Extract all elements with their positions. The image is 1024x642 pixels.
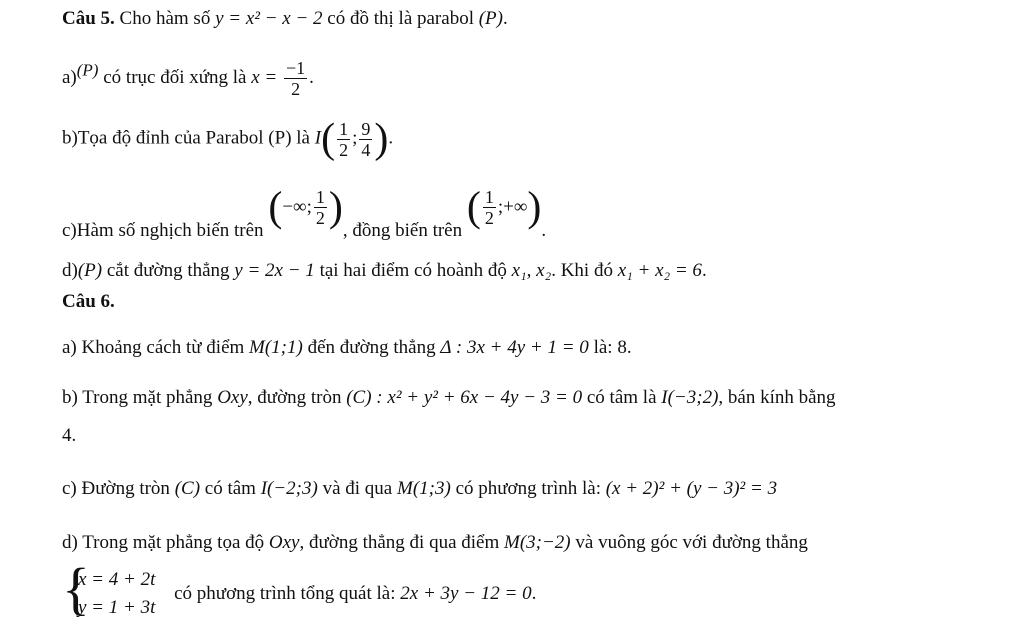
q6-b-text2: , đường tròn [247, 387, 342, 408]
q6-c-text4: có phương trình là: [455, 478, 601, 499]
q6-d-M: M(3;−2) [504, 532, 571, 553]
q5-header-line: Câu 5. Cho hàm số y = x² − x − 2 có đồ thị là parabol (P). [62, 8, 508, 29]
q5-a-fraction [284, 58, 307, 99]
q5-a-line: a)$^{(P)}$ có trục đối xứng là x = $\frac{-1}{2}$ . [62, 58, 314, 99]
q5-p-label: (P) [478, 8, 503, 29]
q5-a-text: có trục đối xứng là [103, 66, 247, 88]
q5-d-text3: tại hai điểm có hoành độ [319, 260, 507, 281]
q5-d-text: d) [62, 260, 78, 281]
q6-c-text2: có tâm [204, 478, 256, 499]
q6-c-C: (C) [174, 478, 201, 499]
q6-d-sys1: x = 4 + 2t [78, 569, 156, 590]
q6-d-equation: 2x + 3y − 12 = 0 [400, 583, 532, 604]
q5-d-text2: cắt đường thẳng [106, 260, 230, 281]
q5-intro-end: có đồ thị là parabol [327, 8, 474, 29]
q6-b-text: b) Trong mặt phẳng [62, 387, 213, 408]
q6-a-line-eq: Δ : 3x + 4y + 1 = 0 [440, 337, 589, 358]
q5-a-p: (P) [76, 60, 99, 80]
q5-b-line: b)Tọa độ đỉnh của Parabol (P) là I( $\frac{1}{2}$ ; $\frac{9}{4}$ ). [62, 116, 394, 162]
q5-c-mid: , đồng biến trên [342, 220, 463, 241]
q6-a-text2: đến đường thẳng [307, 337, 436, 358]
q6-b-line [62, 386, 836, 410]
q5-d-x: x₁, x₂ [511, 260, 552, 281]
q6-b-oxy: Oxy [217, 387, 248, 408]
q6-a-line: a) Khoảng cách từ điểm M(1;1) đến đường thẳng Δ : 3x + 4y + 1 = 0 là: 8. [62, 337, 632, 358]
q6-d-line [62, 531, 808, 555]
q5-b-text: b)Tọa độ đỉnh của Parabol (P) là [62, 127, 310, 149]
q6-d-sys2: y = 1 + 3t [78, 597, 156, 618]
q6-b-text4: , bán kính bằng [718, 387, 836, 408]
q6-a-text3: là: [593, 337, 613, 358]
q6-d-oxy: Oxy [268, 532, 300, 553]
q6-d-text4: có phương trình tổng quát là: [174, 583, 396, 604]
q6-a-M: M(1;1) [249, 337, 303, 358]
q5-d-line: d)(P) cắt đường thẳng y = 2x − 1 tại hai điểm có hoành độ x₁, x₂. Khi đó x₁ + x₂ = 6. [62, 260, 707, 281]
q6-d-system [62, 556, 156, 622]
q6-d-line2: { x = 4 + 2t y = 1 + 3t có phương trình tổng quát là: 2x + 3y − 12 = 0. [62, 556, 537, 621]
q5-b-frac1: $\frac{1}{2}$ [339, 118, 349, 160]
q5-a-den: 2 [291, 79, 301, 99]
q6-c-text3: và đi qua [322, 478, 393, 499]
q5-label: Câu 5. [62, 8, 115, 29]
q5-d-text4: . Khi đó [551, 260, 613, 281]
q6-b-I: I(−3;2) [661, 387, 719, 408]
q5-b-I: I [314, 127, 322, 149]
q6-d-text2: , đường thẳng đi qua điểm [299, 532, 500, 553]
brace-icon: { [62, 556, 90, 621]
q6-c-equation: (x + 2)² + (y − 3)² = 3 [605, 478, 778, 499]
q5-c-line: c)Hàm số nghịch biến trên (−∞; $\frac{1}{2}$ ), đồng biến trên ( $\frac{1}{2}$ ;+∞). [62, 188, 546, 256]
q6-a-answer: 8 [617, 337, 627, 358]
q5-c-interval2: ( $\frac{1}{2}$ ;+∞) [466, 184, 542, 231]
q6-b-line2: 4. [62, 425, 77, 446]
q5-b-frac2: $\frac{9}{4}$ [361, 118, 371, 160]
q5-c-text: c)Hàm số nghịch biến trên [62, 220, 264, 241]
q6-d-text: d) Trong mặt phẳng tọa độ [62, 532, 265, 553]
q6-label: Câu 6. [62, 291, 115, 312]
q6-c-line [62, 477, 777, 501]
q6-c-I: I(−2;3) [260, 478, 318, 499]
q5-a-num: −1 [286, 58, 306, 78]
q5-d-sum: x₁ + x₂ = 6 [617, 260, 702, 281]
q5-intro: Cho hàm số [119, 8, 211, 29]
q6-b-text3: có tâm là [586, 387, 657, 408]
q6-d-text3: và vuông góc với đường thẳng [575, 532, 808, 553]
q6-b-circle: (C) : x² + y² + 6x − 4y − 3 = 0 [346, 387, 583, 408]
q5-a-prefix: a) [62, 66, 77, 88]
q5-function: y = x² − x − 2 [215, 8, 323, 29]
q6-a-text: a) Khoảng cách từ điểm [62, 337, 245, 358]
q5-d-line-eq: y = 2x − 1 [234, 260, 315, 281]
q6-c-text: c) Đường tròn [62, 478, 170, 499]
q5-a-eq: x = [251, 66, 278, 88]
q5-c-interval1: (−∞; $\frac{1}{2}$ ) [268, 184, 343, 231]
q6-b-answer: 4 [62, 425, 72, 446]
q6-c-M: M(1;3) [397, 478, 451, 499]
